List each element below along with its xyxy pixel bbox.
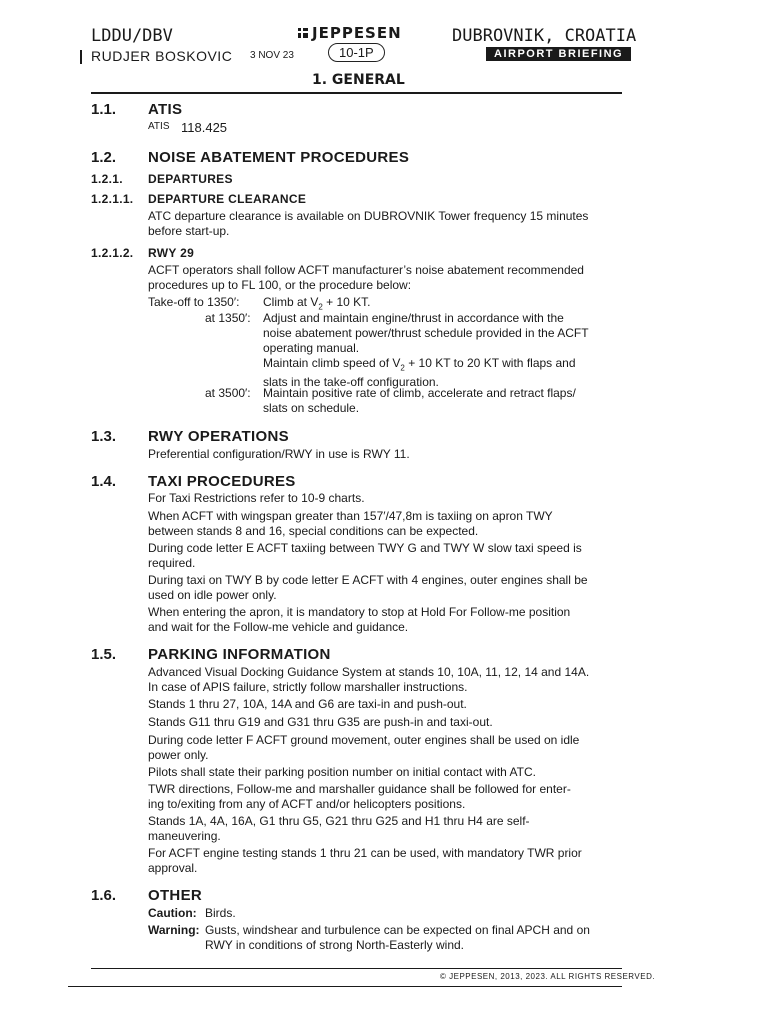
parking-para-1: Advanced Visual Docking Guidance System at stands 10, 10A, 11, 12, 14 and 14A. In case of APIS failure, strictly follow marshaller instructions. bbox=[148, 665, 590, 694]
section-1-2-1-1-number: 1.2.1.1. bbox=[91, 192, 134, 206]
departure-clearance-text: ATC departure clearance is available on DUBROVNIK Tower frequency 15 minutes before start-up. bbox=[148, 209, 589, 238]
brand-name: JEPPESEN bbox=[312, 24, 402, 42]
footer-rule-top bbox=[91, 968, 622, 969]
airport-code: LDDU/DBV bbox=[91, 26, 173, 46]
jeppesen-logo bbox=[298, 24, 402, 42]
section-1-2-1-title: DEPARTURES bbox=[148, 172, 233, 186]
parking-para-8: For ACFT engine testing stands 1 thru 21 can be used, with mandatory TWR prior approval. bbox=[148, 846, 582, 875]
section-1-2-1-1-title: DEPARTURE CLEARANCE bbox=[148, 192, 307, 206]
chart-date: 3 NOV 23 bbox=[250, 50, 294, 61]
section-1-1-number: 1.1. bbox=[91, 101, 117, 118]
rwy-operations-text: Preferential configuration/RWY in use is RWY 11. bbox=[148, 447, 410, 461]
section-1-3-number: 1.3. bbox=[91, 428, 117, 445]
atis-frequency: 118.425 bbox=[181, 120, 228, 135]
change-bar bbox=[80, 50, 82, 64]
section-1-1-title: ATIS bbox=[148, 101, 183, 118]
proc-row2-label: at 1350′: bbox=[205, 311, 251, 325]
section-1-6-number: 1.6. bbox=[91, 887, 117, 904]
parking-para-2: Stands 1 thru 27, 10A, 14A and G6 are taxi-in and push-out. bbox=[148, 697, 467, 711]
proc-row1-label: Take-off to 1350′: bbox=[148, 295, 240, 309]
section-1-3-title: RWY OPERATIONS bbox=[148, 428, 289, 445]
atis-label: ATIS bbox=[148, 121, 170, 132]
rwy29-text: ACFT operators shall follow ACFT manufacturer’s noise abatement recommended procedures up to FL 100, or the procedure below: bbox=[148, 263, 584, 292]
city-country: DUBROVNIK, CROATIA bbox=[452, 26, 637, 46]
taxi-para-1: For Taxi Restrictions refer to 10-9 charts. bbox=[148, 491, 365, 505]
copyright: © JEPPESEN, 2013, 2023. ALL RIGHTS RESERVED. bbox=[440, 972, 656, 981]
parking-para-7: Stands 1A, 4A, 16A, G1 thru G5, G21 thru G25 and H1 thru H4 are self- maneuvering. bbox=[148, 814, 530, 843]
airport-briefing-label: AIRPORT BRIEFING bbox=[486, 47, 631, 61]
footer-rule-bottom bbox=[68, 986, 622, 987]
parking-para-6: TWR directions, Follow-me and marshaller guidance shall be followed for enter- ing to/exiting from any of ACFT and/or helicopters positions. bbox=[148, 782, 571, 811]
proc-row1-text: Climb at $V_2 + 10$ KT. bbox=[263, 295, 371, 312]
airport-name: RUDJER BOSKOVIC bbox=[91, 48, 233, 64]
section-1-2-number: 1.2. bbox=[91, 149, 117, 166]
parking-para-4: During code letter F ACFT ground movement, outer engines shall be used on idle power only. bbox=[148, 733, 580, 762]
section-1-2-1-2-title: RWY 29 bbox=[148, 246, 195, 260]
caution-text: Birds. bbox=[205, 906, 236, 920]
taxi-para-4: During taxi on TWY B by code letter E ACFT with 4 engines, outer engines shall be used on idle power only. bbox=[148, 573, 588, 602]
section-1-5-number: 1.5. bbox=[91, 646, 117, 663]
taxi-para-3: During code letter E ACFT taxiing between TWY G and TWY W slow taxi speed is required. bbox=[148, 541, 582, 570]
parking-para-3: Stands G11 thru G19 and G31 thru G35 are push-in and taxi-out. bbox=[148, 715, 493, 729]
section-1-6-title: OTHER bbox=[148, 887, 202, 904]
proc-row3-label: at 3500′: bbox=[205, 386, 251, 400]
taxi-para-2: When ACFT with wingspan greater than 157′/47,8m is taxiing on apron TWY between stands 8 and 16, special conditions can be expected. bbox=[148, 509, 553, 538]
header-rule bbox=[91, 92, 622, 94]
proc-row3-text: Maintain positive rate of climb, accelerate and retract flaps/ slats on schedule. bbox=[263, 386, 576, 415]
parking-para-5: Pilots shall state their parking position number on initial contact with ATC. bbox=[148, 765, 536, 779]
warning-text: Gusts, windshear and turbulence can be expected on final APCH and on RWY in conditions of strong North-Easterly wind. bbox=[205, 923, 590, 952]
section-1-4-number: 1.4. bbox=[91, 473, 117, 490]
taxi-para-5: When entering the apron, it is mandatory to stop at Hold For Follow-me position and wait for the Follow-me vehicle and guidance. bbox=[148, 605, 571, 634]
section-1-2-1-2-number: 1.2.1.2. bbox=[91, 246, 134, 260]
jeppesen-mark-icon bbox=[298, 28, 308, 38]
section-1-4-title: TAXI PROCEDURES bbox=[148, 473, 296, 490]
warning-label: Warning: bbox=[148, 923, 200, 937]
proc-row2-text: Adjust and maintain engine/thrust in accordance with the noise abatement power/thrust schedule provided in the ACFT operating manual. Maintain climb speed of $V_2 + 10$ KT to 20 KT with flaps and slats in the take-off configuration. bbox=[263, 311, 589, 390]
caution-label: Caution: bbox=[148, 906, 197, 920]
section-title: 1. GENERAL bbox=[312, 72, 405, 88]
section-1-2-title: NOISE ABATEMENT PROCEDURES bbox=[148, 149, 410, 166]
page-number: 10-1P bbox=[328, 43, 385, 62]
section-1-5-title: PARKING INFORMATION bbox=[148, 646, 331, 663]
section-1-2-1-number: 1.2.1. bbox=[91, 172, 123, 186]
